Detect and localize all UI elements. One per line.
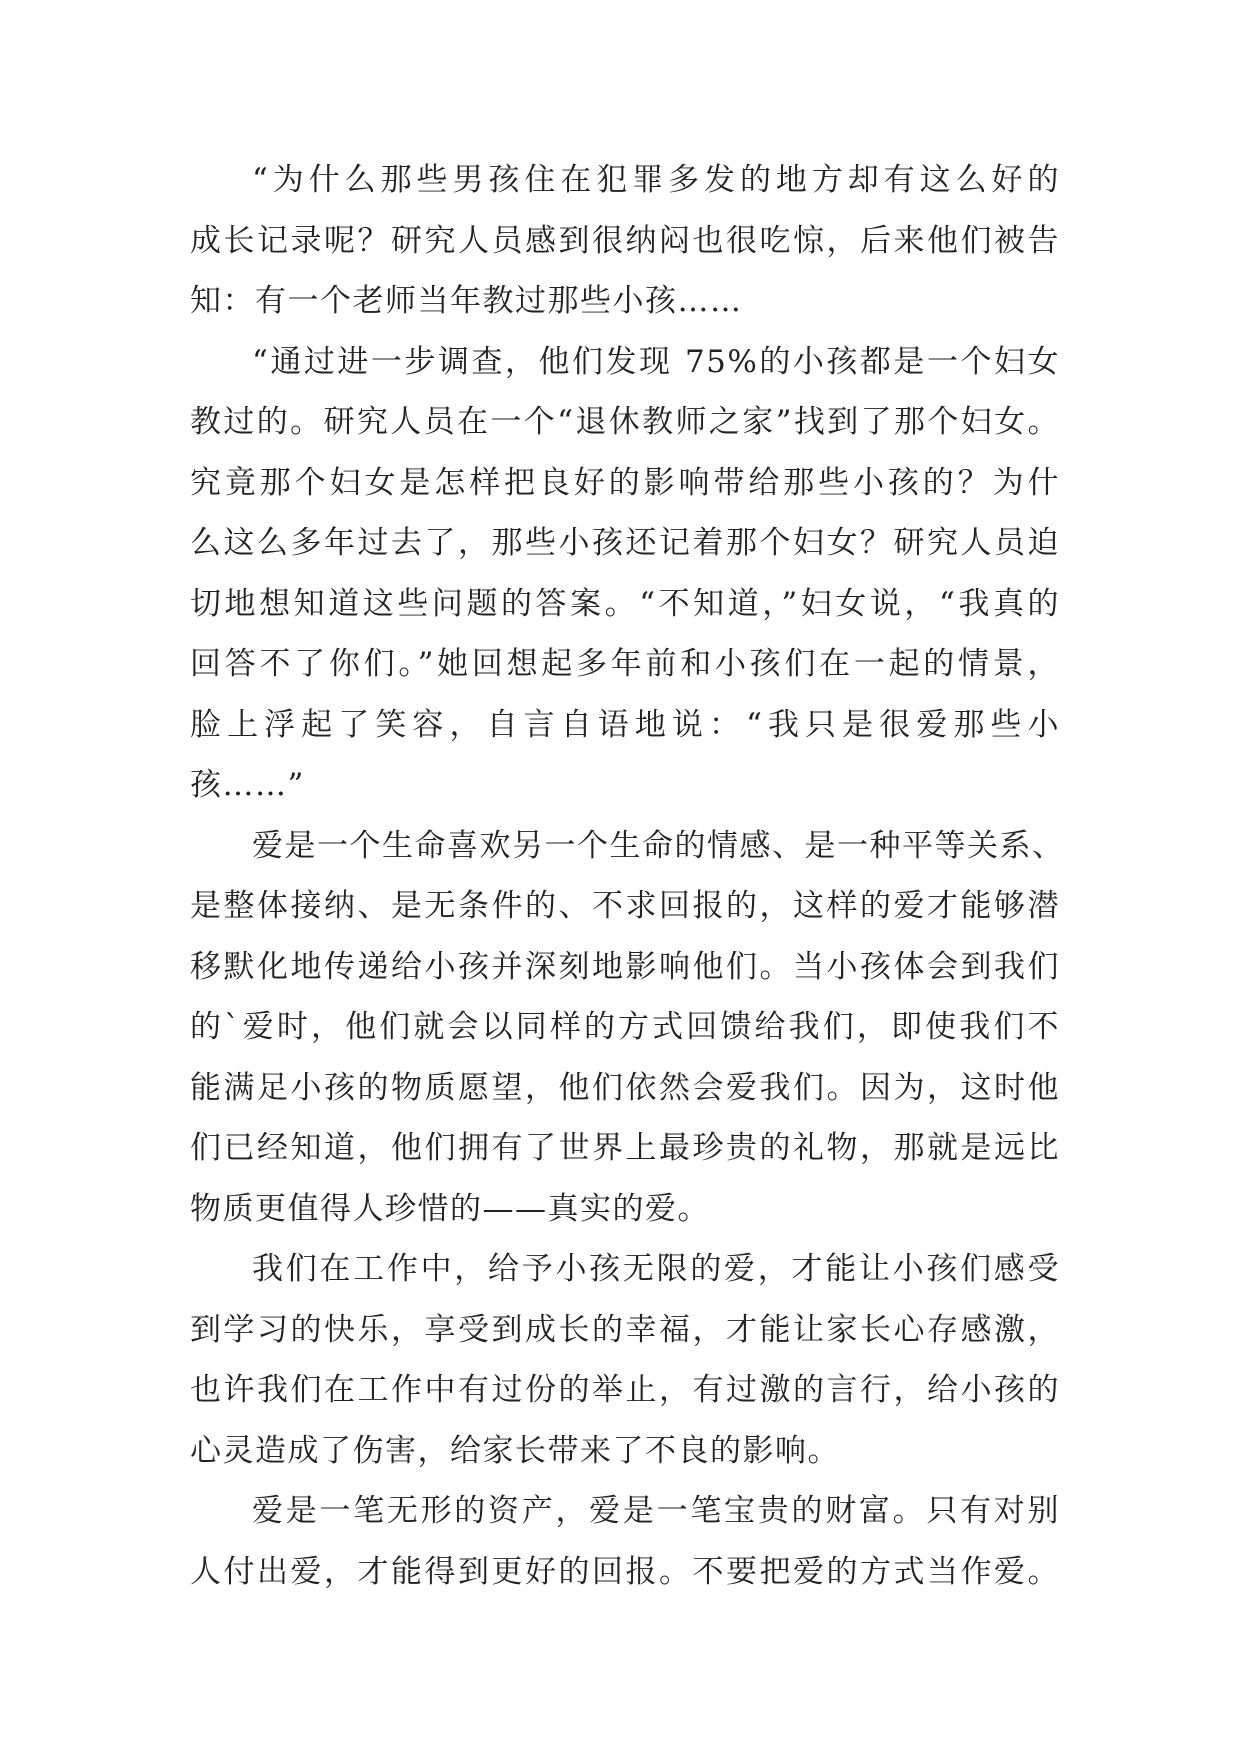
text-line: 回答不了你们。”她回想起多年前和小孩们在一起的情景， (190, 646, 1060, 682)
text-line: 的`爱时，他们就会以同样的方式回馈给我们，即使我们不 (190, 1009, 1060, 1045)
text-line: 心灵造成了伤害，给家长带来了不良的影响。 (190, 1432, 840, 1469)
text-line: 物质更值得人珍惜的——真实的爱。 (190, 1190, 710, 1227)
paragraph-5 (190, 1481, 1060, 1602)
text-line: 们已经知道，他们拥有了世界上最珍贵的礼物，那就是远比 (190, 1130, 1060, 1166)
text-line: 到学习的快乐，享受到成长的幸福，才能让家长心存感激， (190, 1311, 1060, 1348)
paragraph-4 (190, 1239, 1060, 1481)
text-line: 孩……” (190, 767, 305, 803)
text-line: “为什么那些男孩住在犯罪多发的地方却有这么好的 (252, 162, 1060, 198)
text-line: 人付出爱，才能得到更好的回报。不要把爱的方式当作爱。 (190, 1553, 1060, 1590)
paragraph-1 (190, 150, 1060, 332)
text-line: 成长记录呢？研究人员感到很纳闷也很吃惊，后来他们被告 (190, 222, 1060, 259)
text-line: 能满足小孩的物质愿望，他们依然会爱我们。因为，这时他 (190, 1069, 1060, 1106)
text-line: 知：有一个老师当年教过那些小孩…… (190, 283, 743, 319)
paragraph-2 (190, 332, 1060, 816)
text-line: 移默化地传递给小孩并深刻地影响他们。当小孩体会到我们 (190, 948, 1060, 985)
text-line: 爱是一笔无形的资产，爱是一笔宝贵的财富。只有对别 (252, 1493, 1060, 1529)
text-line: 我们在工作中，给予小孩无限的爱，才能让小孩们感受 (252, 1251, 1060, 1287)
text-line: 脸上浮起了笑容，自言自语地说：“我只是很爱那些小 (190, 706, 1060, 743)
text-line: 是整体接纳、是无条件的、不求回报的，这样的爱才能够潜 (190, 888, 1060, 924)
text-line: 么这么多年过去了，那些小孩还记着那个妇女？研究人员迫 (190, 525, 1060, 561)
text-line: 也许我们在工作中有过份的举止，有过激的言行，给小孩的 (190, 1372, 1060, 1408)
document-body (190, 150, 1065, 1602)
text-line: 究竟那个妇女是怎样把良好的影响带给那些小孩的？为什 (190, 464, 1060, 501)
text-line: “通过进一步调查，他们发现 75%的小孩都是一个妇女 (252, 343, 1060, 380)
text-line: 教过的。研究人员在一个“退休教师之家”找到了那个妇女。 (190, 404, 1060, 440)
text-line: 切地想知道这些问题的答案。“不知道，”妇女说，“我真的 (190, 585, 1060, 622)
paragraph-3 (190, 816, 1065, 1240)
text-line: 爱是一个生命喜欢另一个生命的情感、是一种平等关系、 (252, 827, 1065, 864)
